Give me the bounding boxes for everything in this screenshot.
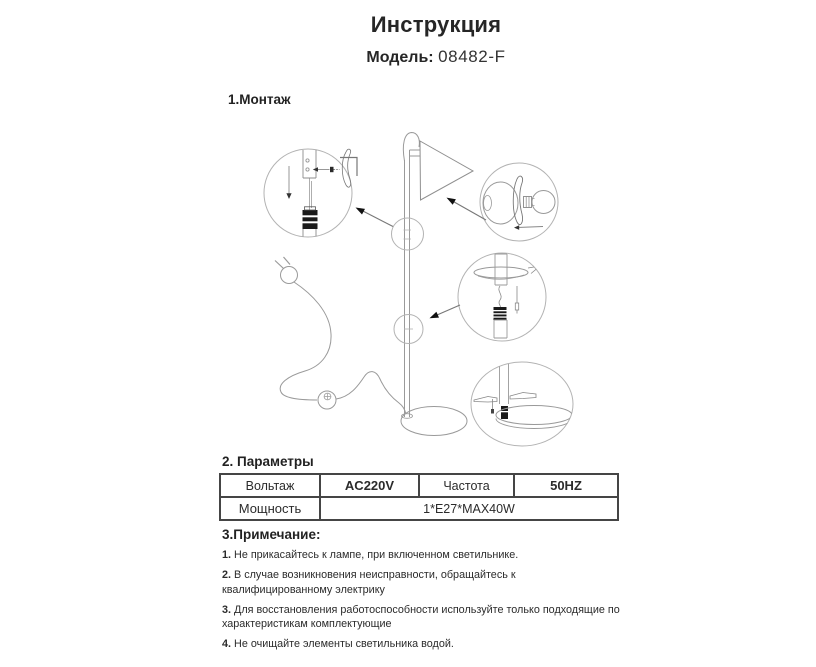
pointer-arrow-1 <box>356 208 394 227</box>
note-number: 2. <box>222 569 232 582</box>
power-label-cell: Мощность <box>220 497 320 520</box>
voltage-label-cell: Вольтаж <box>220 474 320 497</box>
note-item <box>222 548 624 562</box>
lamp-base <box>401 407 467 436</box>
light-bulb <box>532 191 556 214</box>
table-row <box>220 497 618 520</box>
pole-top-hook <box>403 133 419 162</box>
model-label: Модель: <box>366 49 434 66</box>
power-plug <box>275 257 298 284</box>
screw-insert-arrow <box>313 167 340 172</box>
set-screw <box>330 167 334 172</box>
model-line <box>28 47 816 67</box>
lamp-socket <box>524 197 532 208</box>
wing-nut-right <box>510 393 536 400</box>
threaded-coupling <box>303 210 318 229</box>
note-item <box>222 568 624 597</box>
notes-list <box>222 548 624 658</box>
note-item <box>222 637 624 651</box>
callout-base-assembly-detail <box>471 362 573 446</box>
screw-hole <box>306 159 309 162</box>
page-title: Инструкция <box>370 12 502 37</box>
callout-bulb-installation-detail <box>480 163 558 241</box>
slide-direction-arrow <box>286 166 291 199</box>
pole-joint-marker-1 <box>392 218 424 250</box>
note-text: Для восстановления работоспособности используйте только подходящие по характеристикам комплектующие <box>222 603 620 630</box>
section-heading-notes: 3.Примечание: <box>222 527 321 542</box>
pointer-arrow-3 <box>430 305 461 318</box>
model-value: 08482-F <box>438 47 506 66</box>
foot-switch <box>318 391 336 409</box>
note-number: 4. <box>222 638 232 651</box>
table-row <box>220 474 618 497</box>
callout-pointer-arrows <box>356 198 487 319</box>
note-item <box>222 603 624 632</box>
note-number: 1. <box>222 549 232 561</box>
lamp-shade <box>420 141 473 200</box>
base-screw <box>491 399 494 414</box>
note-number: 3. <box>222 603 232 616</box>
bulb-insert-arrow-line <box>517 227 543 228</box>
wing-nut-left <box>474 397 497 403</box>
callout-pole-base-connector-detail <box>458 253 546 341</box>
wires <box>499 286 501 308</box>
assembly-diagram <box>220 118 620 468</box>
callout-pole-connector-detail <box>264 149 357 242</box>
parameters-table <box>219 473 619 521</box>
voltage-value-cell: AC220V <box>320 474 419 497</box>
mounting-screw <box>515 286 518 314</box>
frequency-value-cell: 50HZ <box>514 474 618 497</box>
note-text: В случае возникновения неисправности, обращайтесь к квалифицированному электрику <box>222 569 516 596</box>
lamp-pole <box>403 133 420 418</box>
power-cord <box>280 282 406 414</box>
section-heading-assembly: 1.Монтаж <box>228 92 291 107</box>
section-heading-parameters: 2. Параметры <box>222 454 314 469</box>
frequency-label-cell: Частота <box>419 474 514 497</box>
wing-spring <box>342 149 350 187</box>
note-text: Не очищайте элементы светильника водой. <box>234 638 454 651</box>
shade-side-view <box>483 182 518 224</box>
power-value-cell: 1*E27*MAX40W <box>320 497 618 520</box>
header <box>28 12 816 67</box>
screw-hole <box>306 168 309 171</box>
note-text: Не прикасайтесь к лампе, при включенном светильнике. <box>234 549 519 561</box>
